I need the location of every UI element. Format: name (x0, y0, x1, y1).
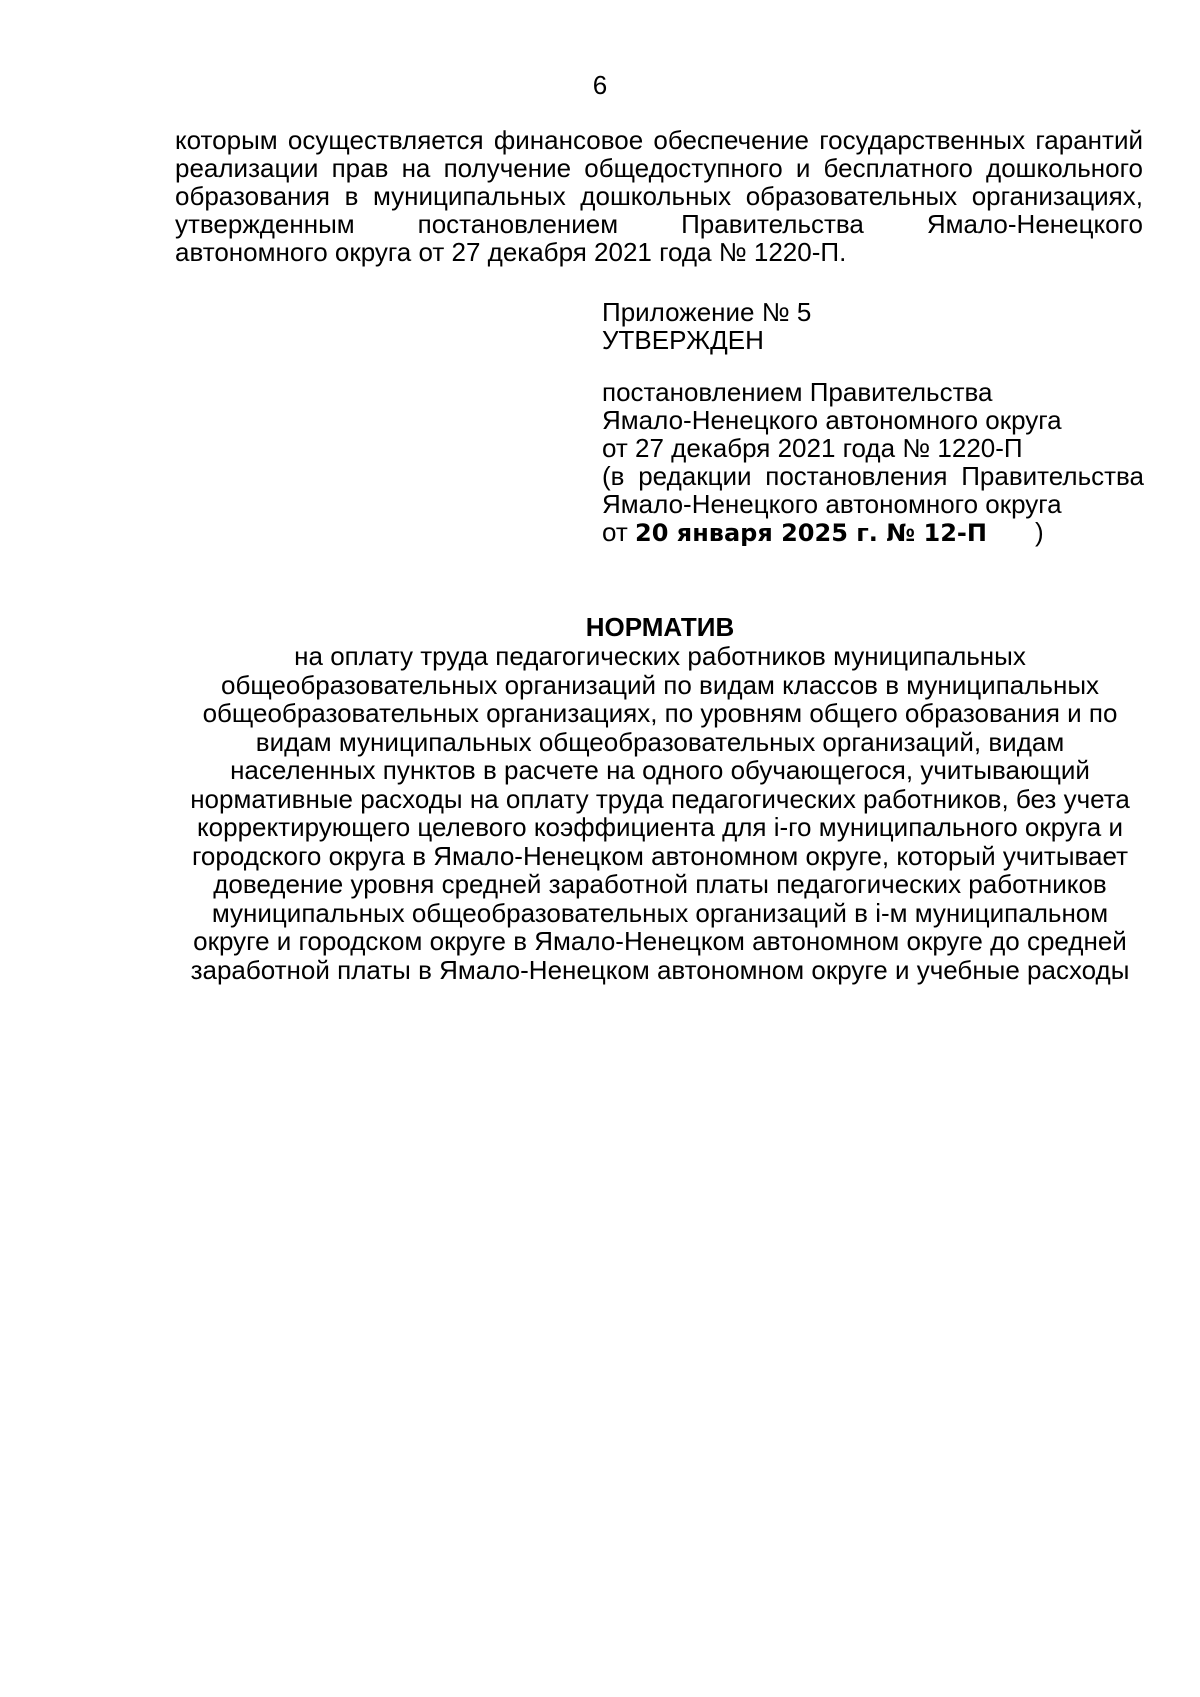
normative-title-block (160, 612, 1160, 984)
title-line: доведение уровня средней заработной платы педагогических работников (213, 869, 1107, 899)
resolution-line: (в редакции постановления Правительства (602, 461, 1144, 491)
title-line: нормативные расходы на оплату труда педагогических работников, без учета (190, 783, 1130, 814)
paragraph-line: образования в муниципальных дошкольных образовательных организациях, (175, 181, 1143, 211)
amendment-line (602, 518, 1144, 547)
title-line: городского округа в Ямало-Ненецком автономном округе, который учитывает (192, 840, 1128, 871)
resolution-line: от 27 декабря 2021 года № 1220-П (602, 433, 1023, 463)
paragraph-line: автономного округа от 27 декабря 2021 года № 1220-П. (175, 237, 847, 267)
title-line: корректирующего целевого коэффициента для i-го муниципального округа и (197, 812, 1123, 842)
document-title: НОРМАТИВ (585, 612, 735, 642)
title-line: общеобразовательных организаций по видам классов в муниципальных (220, 669, 1100, 700)
approved-label: УТВЕРЖДЕН (602, 325, 764, 355)
intro-paragraph (175, 126, 1143, 266)
paragraph-line: реализации прав на получение общедоступного и бесплатного дошкольного (175, 153, 1143, 183)
title-line: муниципальных общеобразовательных организаций в i-м муниципальном (211, 897, 1109, 928)
appendix-approval-block (602, 298, 1144, 547)
resolution-line: постановлением Правительства (602, 377, 993, 407)
title-line: округе и городском округе в Ямало-Ненецком автономном округе до средней (193, 926, 1127, 956)
paragraph-line: которым осуществляется финансовое обеспечение государственных гарантий (175, 125, 1143, 155)
amendment-date: 20 января 2025 г. № 12-П (635, 519, 987, 547)
spacer (602, 354, 1144, 378)
title-line: на оплату труда педагогических работников муниципальных (294, 641, 1026, 671)
amendment-closing: ) (1034, 517, 1044, 547)
page-number: 6 (592, 70, 608, 100)
title-line: общеобразовательных организациях, по уровням общего образования и по (202, 698, 1118, 728)
amendment-prefix: от (602, 517, 636, 547)
appendix-label: Приложение № 5 (602, 297, 812, 327)
title-line: видам муниципальных общеобразовательных организаций, видам (255, 726, 1065, 757)
paragraph-line: утвержденным постановлением Правительства Ямало-Ненецкого (175, 209, 1143, 239)
resolution-line: Ямало-Ненецкого автономного округа (602, 489, 1062, 519)
title-line: населенных пунктов в расчете на одного обучающегося, учитывающий (230, 755, 1090, 785)
resolution-line: Ямало-Ненецкого автономного округа (602, 405, 1062, 435)
title-line: заработной платы в Ямало-Ненецком автономном округе и учебные расходы (190, 954, 1130, 985)
